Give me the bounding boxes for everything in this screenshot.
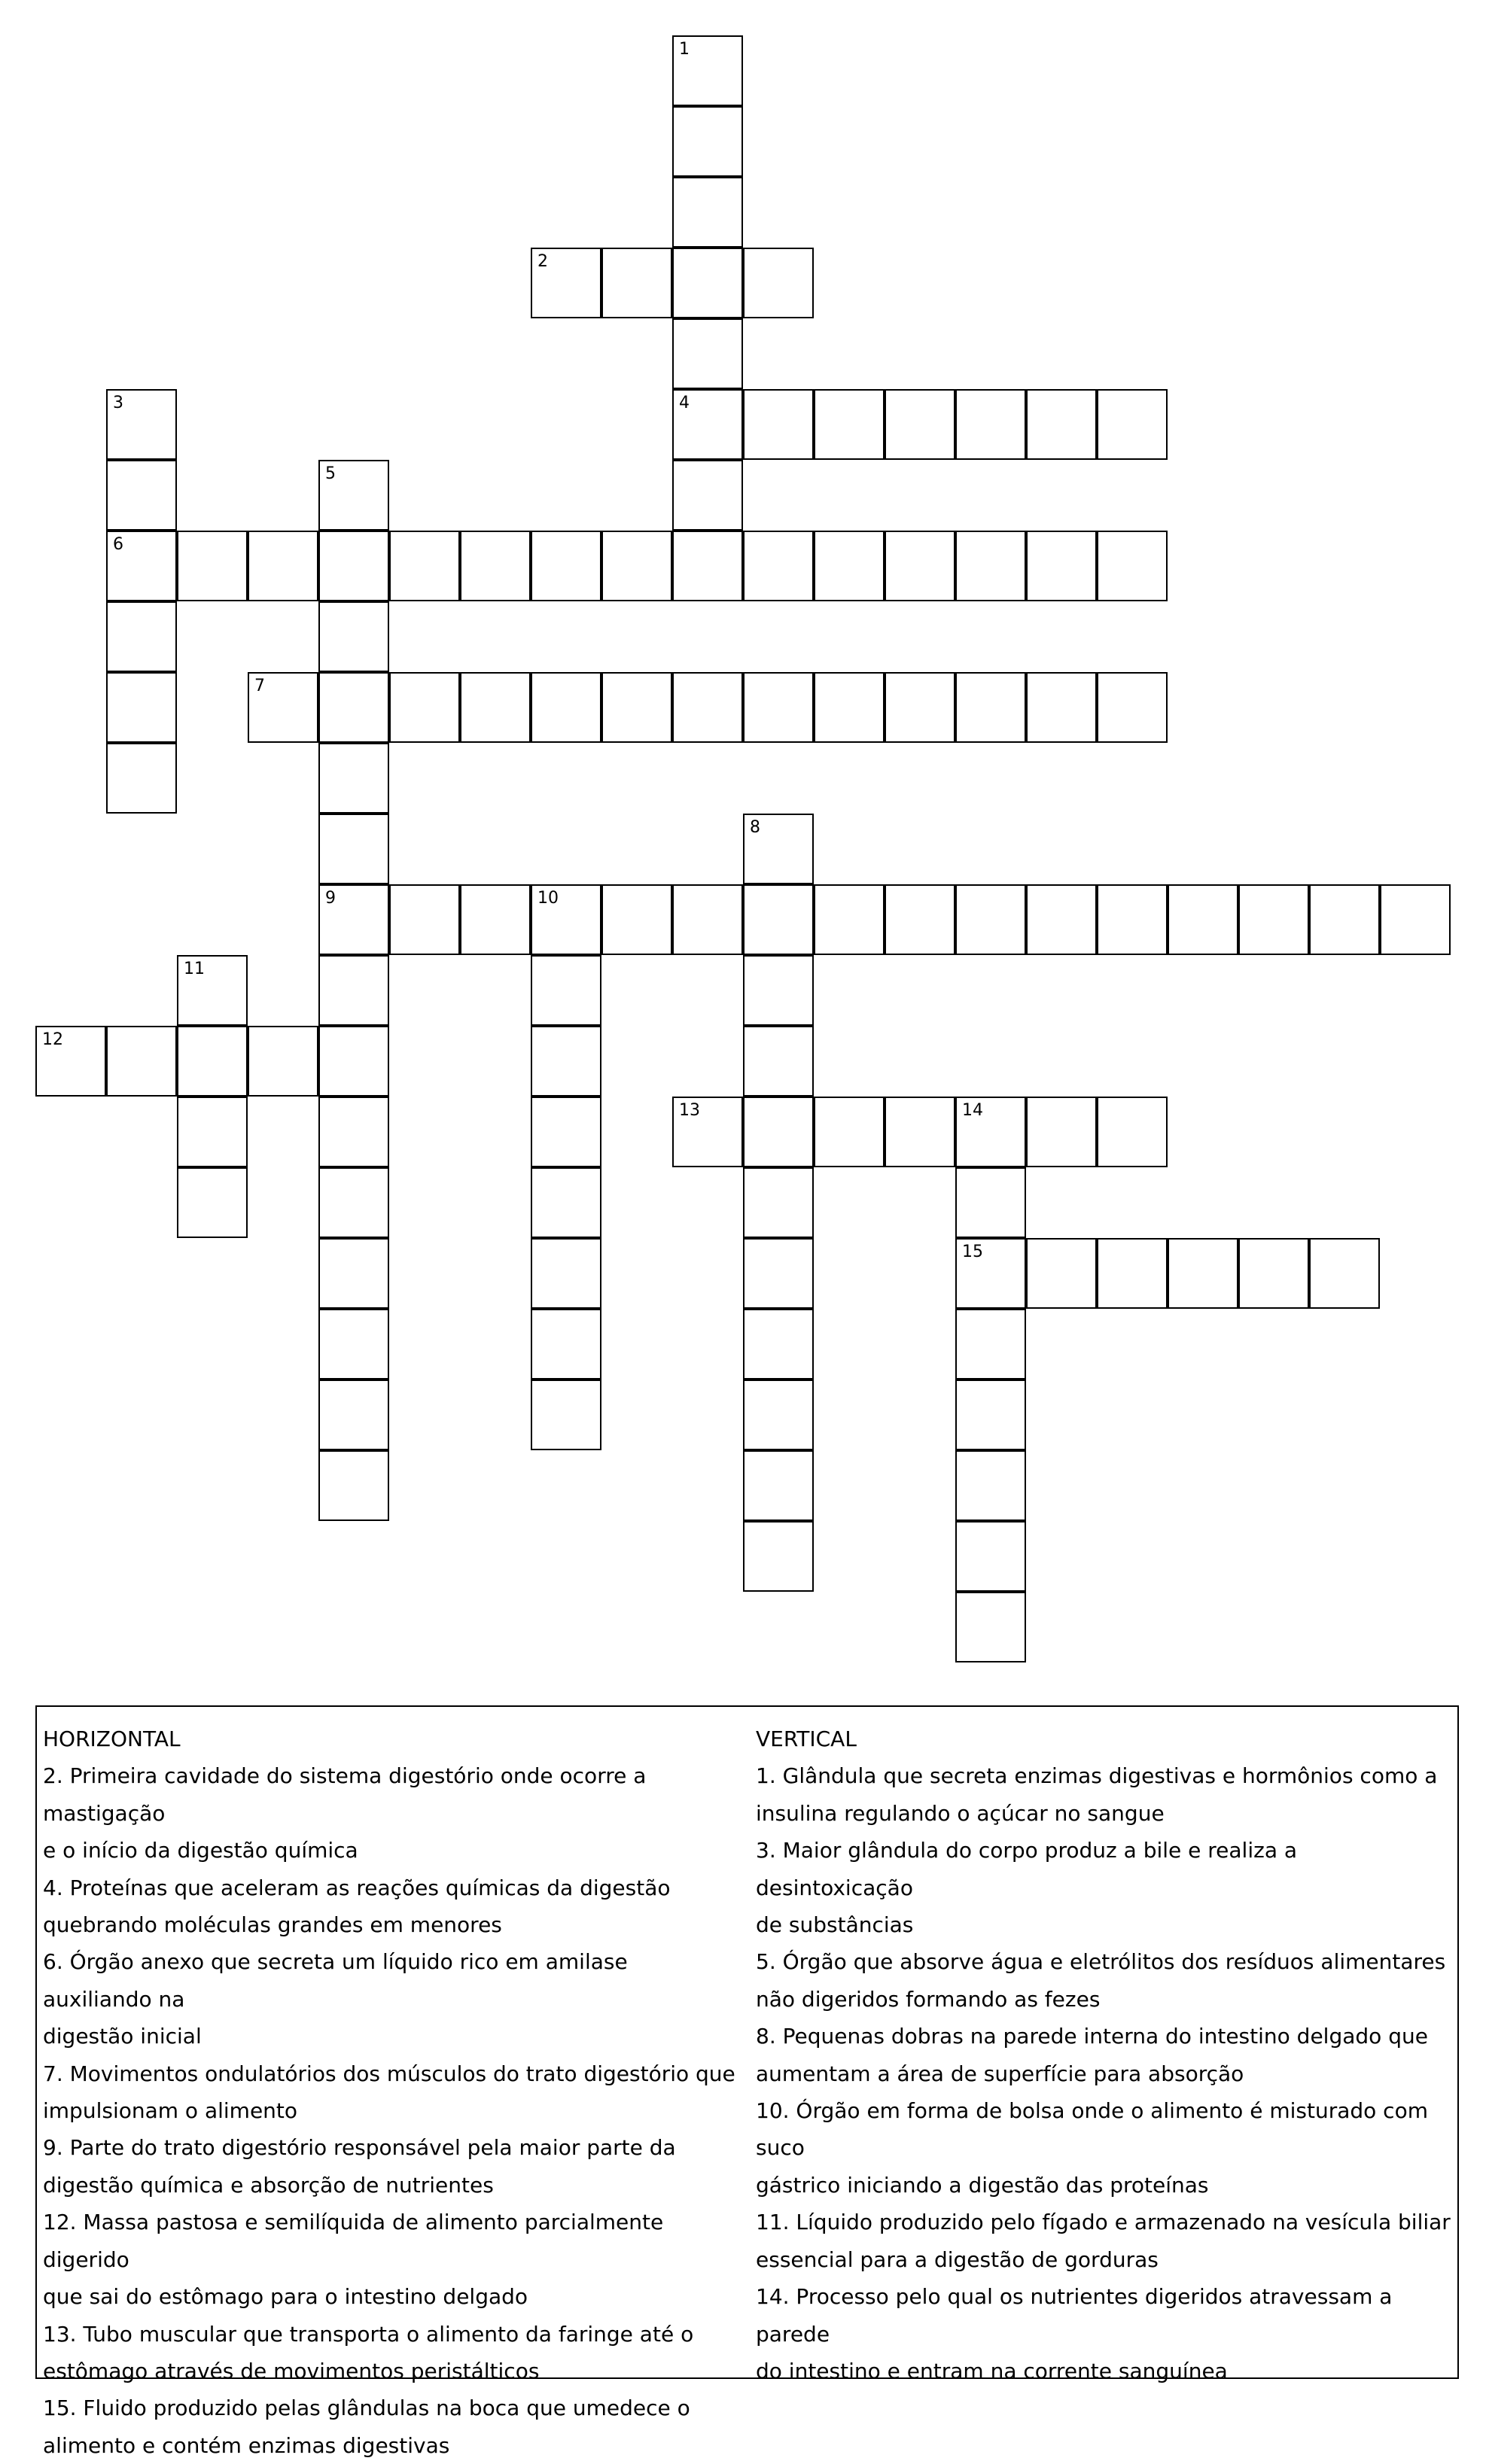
grid-cell[interactable]	[177, 531, 248, 601]
grid-cell[interactable]	[248, 1026, 318, 1097]
grid-cell[interactable]	[318, 1450, 389, 1521]
clue-down-1-line2: insulina regulando o açúcar no sangue	[756, 1800, 1165, 1826]
grid-cell[interactable]	[177, 955, 248, 1026]
across-heading: HORIZONTAL	[43, 1726, 181, 1751]
grid-cell[interactable]	[177, 1026, 248, 1097]
grid-cell[interactable]	[885, 531, 955, 601]
clue-down-1-line1: 1. Glândula que secreta enzimas digestivas e hormônios como a	[756, 1763, 1438, 1789]
grid-cell[interactable]	[814, 1097, 885, 1167]
grid-cell[interactable]	[672, 389, 743, 460]
grid-cell[interactable]	[1026, 1238, 1097, 1309]
grid-cell[interactable]	[531, 1026, 601, 1097]
clue-number: 4	[679, 394, 690, 412]
grid-cell[interactable]	[318, 1026, 389, 1097]
clue-number: 5	[325, 464, 336, 483]
grid-cell[interactable]	[460, 672, 531, 743]
grid-cell[interactable]	[318, 1097, 389, 1167]
grid-cell[interactable]	[743, 1238, 814, 1309]
grid-cell[interactable]	[955, 1238, 1026, 1309]
grid-cell[interactable]	[35, 1026, 106, 1097]
clue-across-6-line1: 6. Órgão anexo que secreta um líquido rico em amilase auxiliando na	[43, 1949, 628, 2012]
grid-cell[interactable]	[106, 743, 177, 814]
grid-cell[interactable]	[248, 531, 318, 601]
clue-number: 2	[537, 252, 548, 271]
clue-down-14-line1: 14. Processo pelo qual os nutrientes digeridos atravessam a parede	[756, 2284, 1393, 2347]
grid-cell[interactable]	[743, 1521, 814, 1592]
grid-cell[interactable]	[389, 884, 460, 955]
clue-across-9-line2: digestão química e absorção de nutrientes	[43, 2172, 494, 2198]
grid-cell[interactable]	[531, 1380, 601, 1450]
grid-cell[interactable]	[955, 1380, 1026, 1450]
grid-cell[interactable]	[1097, 531, 1168, 601]
grid-cell[interactable]	[389, 672, 460, 743]
clue-down-3-line2: de substâncias	[756, 1912, 914, 1938]
grid-cell[interactable]	[885, 884, 955, 955]
grid-cell[interactable]	[743, 1450, 814, 1521]
grid-cell[interactable]	[1026, 1097, 1097, 1167]
clue-across-6-line2: digestão inicial	[43, 2024, 202, 2049]
grid-cell[interactable]	[1309, 1238, 1380, 1309]
grid-cell[interactable]	[743, 389, 814, 460]
grid-cell[interactable]	[672, 35, 743, 106]
grid-cell[interactable]	[1097, 884, 1168, 955]
clue-number: 12	[42, 1030, 63, 1049]
grid-cell[interactable]	[318, 1380, 389, 1450]
grid-cell[interactable]	[601, 672, 672, 743]
grid-cell[interactable]	[601, 884, 672, 955]
grid-cell[interactable]	[531, 884, 601, 955]
grid-cell[interactable]	[531, 1167, 601, 1238]
grid-cell[interactable]	[1380, 884, 1451, 955]
grid-cell[interactable]	[531, 1238, 601, 1309]
clue-number: 11	[184, 960, 205, 978]
grid-cell[interactable]	[531, 531, 601, 601]
grid-cell[interactable]	[743, 884, 814, 955]
clue-number: 10	[537, 889, 559, 908]
grid-cell[interactable]	[743, 1167, 814, 1238]
clue-down-14-line2: do intestino e entram na corrente sanguínea	[756, 2358, 1228, 2383]
clue-number: 9	[325, 889, 336, 908]
grid-cell[interactable]	[460, 531, 531, 601]
grid-cell[interactable]	[814, 884, 885, 955]
clue-down-5-line1: 5. Órgão que absorve água e eletrólitos dos resíduos alimentares	[756, 1949, 1446, 1975]
grid-cell[interactable]	[814, 531, 885, 601]
grid-cell[interactable]	[743, 531, 814, 601]
grid-cell[interactable]	[106, 531, 177, 601]
grid-cell[interactable]	[106, 672, 177, 743]
grid-cell[interactable]	[1097, 389, 1168, 460]
grid-cell[interactable]	[955, 1097, 1026, 1167]
clue-across-7-line1: 7. Movimentos ondulatórios dos músculos do trato digestório que	[43, 2061, 735, 2086]
clue-down-11-line1: 11. Líquido produzido pelo fígado e armazenado na vesícula biliar	[756, 2210, 1451, 2235]
grid-cell[interactable]	[106, 389, 177, 460]
grid-cell[interactable]	[1026, 672, 1097, 743]
grid-cell[interactable]	[672, 1097, 743, 1167]
grid-cell[interactable]	[955, 884, 1026, 955]
grid-cell[interactable]	[531, 1309, 601, 1380]
clue-across-15-line1: 15. Fluido produzido pelas glândulas na boca que umedece o	[43, 2396, 690, 2421]
grid-cell[interactable]	[106, 460, 177, 531]
grid-cell[interactable]	[1026, 531, 1097, 601]
grid-cell[interactable]	[531, 955, 601, 1026]
grid-cell[interactable]	[955, 531, 1026, 601]
down-heading: VERTICAL	[756, 1726, 857, 1751]
grid-cell[interactable]	[318, 460, 389, 531]
grid-cell[interactable]	[318, 601, 389, 672]
grid-cell[interactable]	[814, 389, 885, 460]
grid-cell[interactable]	[106, 1026, 177, 1097]
grid-cell[interactable]	[601, 531, 672, 601]
grid-cell[interactable]	[1026, 884, 1097, 955]
clue-down-8-line2: aumentam a área de superfície para absorção	[756, 2061, 1244, 2086]
grid-cell[interactable]	[1097, 1097, 1168, 1167]
down-clues	[756, 1720, 1452, 2389]
clue-across-4-line1: 4. Proteínas que aceleram as reações químicas da digestão	[43, 1875, 671, 1900]
clue-number: 8	[750, 818, 760, 837]
grid-cell[interactable]	[177, 1167, 248, 1238]
grid-cell[interactable]	[1309, 884, 1380, 955]
grid-cell[interactable]	[743, 672, 814, 743]
grid-cell[interactable]	[672, 248, 743, 318]
clue-across-12-line1: 12. Massa pastosa e semilíquida de alimento parcialmente digerido	[43, 2210, 664, 2272]
grid-cell[interactable]	[814, 672, 885, 743]
grid-cell[interactable]	[318, 1309, 389, 1380]
grid-cell[interactable]	[743, 1097, 814, 1167]
grid-cell[interactable]	[672, 460, 743, 531]
grid-cell[interactable]	[1168, 1238, 1238, 1309]
grid-cell[interactable]	[885, 389, 955, 460]
grid-cell[interactable]	[885, 672, 955, 743]
clue-number: 14	[962, 1101, 983, 1120]
clue-down-11-line2: essencial para a digestão de gorduras	[756, 2246, 1159, 2272]
clue-number: 1	[679, 40, 690, 59]
grid-cell[interactable]	[955, 1309, 1026, 1380]
grid-cell[interactable]	[318, 814, 389, 884]
grid-cell[interactable]	[1168, 884, 1238, 955]
grid-cell[interactable]	[672, 672, 743, 743]
clue-across-4-line2: quebrando moléculas grandes em menores	[43, 1912, 502, 1938]
clue-across-2-line2: e o início da digestão química	[43, 1838, 358, 1863]
grid-cell[interactable]	[1097, 672, 1168, 743]
clue-across-2-line1: 2. Primeira cavidade do sistema digestório onde ocorre a mastigação	[43, 1763, 647, 1826]
grid-cell[interactable]	[531, 248, 601, 318]
grid-cell[interactable]	[672, 177, 743, 248]
clue-down-3-line1: 3. Maior glândula do corpo produz a bile e realiza a desintoxicação	[756, 1838, 1298, 1900]
grid-cell[interactable]	[389, 531, 460, 601]
grid-cell[interactable]	[1238, 1238, 1309, 1309]
grid-cell[interactable]	[885, 1097, 955, 1167]
grid-cell[interactable]	[955, 1592, 1026, 1662]
clue-down-8-line1: 8. Pequenas dobras na parede interna do intestino delgado que	[756, 2024, 1428, 2049]
grid-cell[interactable]	[1238, 884, 1309, 955]
clue-down-10-line2: gástrico iniciando a digestão das proteínas	[756, 2172, 1209, 2198]
grid-cell[interactable]	[672, 884, 743, 955]
clue-across-15-line2: alimento e contém enzimas digestivas	[43, 2432, 450, 2458]
clue-number: 13	[679, 1101, 700, 1120]
grid-cell[interactable]	[1097, 1238, 1168, 1309]
grid-cell[interactable]	[672, 531, 743, 601]
clue-number: 15	[962, 1243, 983, 1261]
clue-across-12-line2: que sai do estômago para o intestino delgado	[43, 2284, 528, 2310]
grid-cell[interactable]	[318, 672, 389, 743]
grid-cell[interactable]	[318, 955, 389, 1026]
grid-cell[interactable]	[318, 1167, 389, 1238]
grid-cell[interactable]	[460, 884, 531, 955]
grid-cell[interactable]	[955, 1521, 1026, 1592]
grid-cell[interactable]	[531, 1097, 601, 1167]
grid-cell[interactable]	[248, 672, 318, 743]
grid-cell[interactable]	[601, 248, 672, 318]
grid-cell[interactable]	[531, 672, 601, 743]
clue-number: 7	[254, 677, 265, 695]
grid-cell[interactable]	[1026, 389, 1097, 460]
grid-cell[interactable]	[318, 884, 389, 955]
grid-cell[interactable]	[318, 531, 389, 601]
grid-cell[interactable]	[743, 1380, 814, 1450]
clue-down-10-line1: 10. Órgão em forma de bolsa onde o alimento é misturado com suco	[756, 2098, 1428, 2161]
grid-cell[interactable]	[955, 1450, 1026, 1521]
across-clues	[43, 1720, 743, 2464]
grid-cell[interactable]	[743, 1026, 814, 1097]
clue-number: 3	[113, 394, 123, 412]
grid-cell[interactable]	[743, 955, 814, 1026]
clue-box	[35, 1705, 1459, 2458]
clue-across-7-line2: impulsionam o alimento	[43, 2098, 298, 2124]
clue-across-9-line1: 9. Parte do trato digestório responsável pela maior parte da	[43, 2135, 676, 2161]
clue-across-13-line2: estômago através de movimentos peristálticos	[43, 2358, 540, 2383]
grid-cell[interactable]	[955, 672, 1026, 743]
grid-cell[interactable]	[318, 1238, 389, 1309]
grid-cell[interactable]	[743, 814, 814, 884]
clue-down-5-line2: não digeridos formando as fezes	[756, 1986, 1101, 2012]
across-clue-list	[43, 1757, 743, 2464]
grid-cell[interactable]	[106, 601, 177, 672]
grid-cell[interactable]	[672, 318, 743, 389]
grid-cell[interactable]	[318, 743, 389, 814]
grid-cell[interactable]	[743, 1309, 814, 1380]
grid-cell[interactable]	[177, 1097, 248, 1167]
down-clue-list	[756, 1757, 1452, 2389]
grid-cell[interactable]	[743, 248, 814, 318]
clue-across-13-line1: 13. Tubo muscular que transporta o alimento da faringe até o	[43, 2321, 694, 2347]
grid-cell[interactable]	[672, 106, 743, 177]
grid-cell[interactable]	[955, 389, 1026, 460]
grid-cell[interactable]	[955, 1167, 1026, 1238]
clue-number: 6	[113, 535, 123, 554]
